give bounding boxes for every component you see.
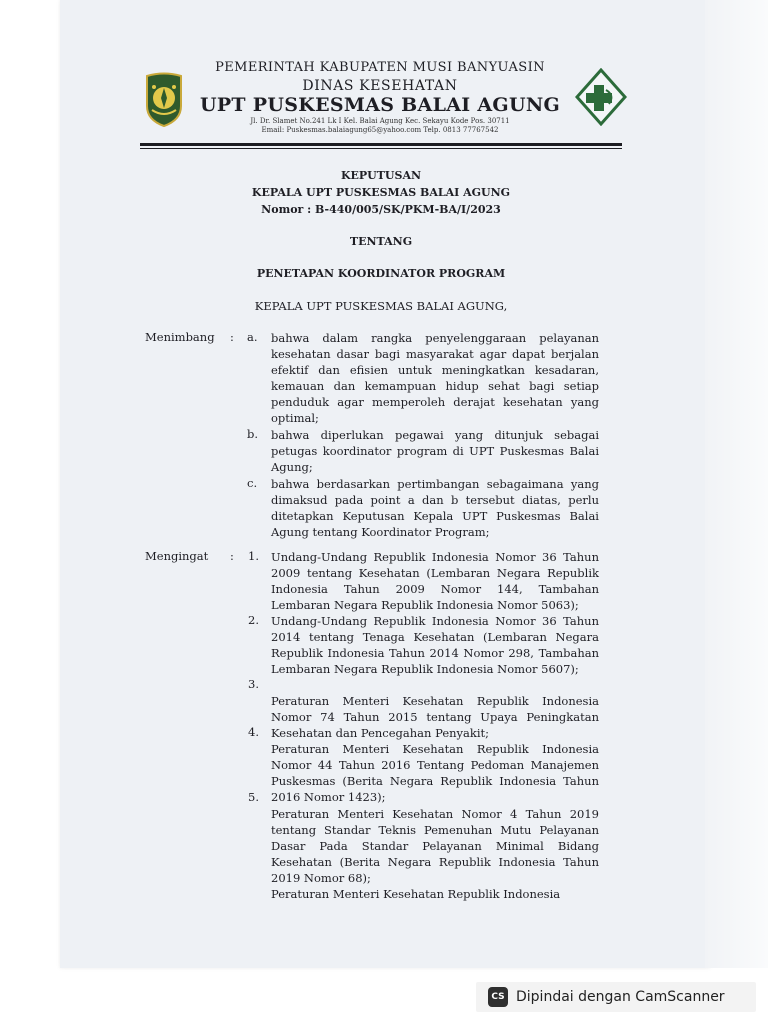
mengingat-item-1: Undang-Undang Republik Indonesia Nomor 36 Tahun 2009 tentang Kesehatan (Lembaran Negara Republik Indonesia Tahun 2009 Nomor 144, Tambahan Lembaran Negara Republik Indonesia Nomor 5063); — [271, 550, 599, 612]
camscanner-text: Dipindai dengan CamScanner — [516, 989, 725, 1005]
mengingat-item-2: Undang-Undang Republik Indonesia Nomor 36 Tahun 2014 tentang Tenaga Kesehatan (Lembaran Negara Republik Indonesia Tahun 2014 Nomor 298, Tambahan Lembaran Negara Republik Indonesia Nomor 5607); — [271, 614, 599, 676]
mengingat-item-5: Peraturan Menteri Kesehatan Nomor 4 Tahun 2019 tentang Standar Teknis Pemenuhan Mutu Pelayanan Dasar Pada Standar Pelayanan Minimal Bidang Kesehatan (Berita Negara Republik Indonesia Tahun 2019 Nomor 68); — [271, 807, 599, 885]
mengingat-marker-4: 4. — [248, 725, 259, 739]
mengingat-label: Mengingat — [145, 549, 209, 563]
puskesmas-logo — [575, 68, 627, 126]
title-nomor: Nomor : B-440/005/SK/PKM-BA/I/2023 — [261, 203, 501, 216]
regency-emblem-logo — [143, 72, 185, 128]
menimbang-marker-b: b. — [247, 427, 259, 441]
menimbang-item-b: bahwa diperlukan pegawai yang ditunjuk sebagai petugas koordinator program di UPT Puskesmas Balai Agung; — [271, 428, 599, 474]
header-contact: Email: Puskesmas.balaiagung65@yahoo.com Telp. 0813 77767542 — [261, 126, 499, 134]
header-rule-thin — [140, 148, 622, 149]
menimbang-marker-c: c. — [247, 476, 258, 490]
mengingat-marker-2: 2. — [248, 613, 259, 627]
mengingat-item-3: Peraturan Menteri Kesehatan Republik Indonesia Nomor 74 Tahun 2015 tentang Upaya Peningkatan Kesehatan dan Pencegahan Penyakit; — [271, 694, 599, 740]
menimbang-item-a: bahwa dalam rangka penyelenggaraan pelayanan kesehatan dasar bagi masyarakat agar dapat berjalan efektif dan efisien untuk meningkatkan kesadaran, kemauan dan kemampuan hidup sehat bagi setiap penduduk agar memperoleh derajat kesehatan yang optimal; — [271, 331, 599, 425]
menimbang-item-c: bahwa berdasarkan pertimbangan sebagaimana yang dimaksud pada point a dan b tersebut diatas, perlu ditetapkan Keputusan Kepala UPT Puskesmas Balai Agung tentang Koordinator Program; — [271, 477, 599, 539]
mengingat-item-6: Peraturan Menteri Kesehatan Republik Indonesia — [271, 887, 561, 901]
mengingat-marker-3: 3. — [248, 677, 259, 691]
mengingat-marker-5: 5. — [248, 790, 259, 804]
header-institution-name: UPT PUSKESMAS BALAI AGUNG — [199, 94, 561, 116]
menimbang-colon: : — [230, 330, 234, 344]
title-tentang: TENTANG — [349, 235, 413, 248]
menimbang-marker-a: a. — [247, 330, 258, 344]
camscanner-watermark — [476, 982, 756, 1012]
menimbang-label: Menimbang — [145, 330, 215, 344]
title-subject: PENETAPAN KOORDINATOR PROGRAM — [256, 267, 506, 280]
mengingat-marker-1: 1. — [248, 549, 259, 563]
mengingat-item-4: Peraturan Menteri Kesehatan Republik Indonesia Nomor 44 Tahun 2016 Tentang Pedoman Manajemen Puskesmas (Berita Negara Republik Indonesia Tahun 2016 Nomor 1423); — [271, 742, 599, 804]
header-rule-thick — [140, 143, 622, 146]
title-kepala: KEPALA UPT PUSKESMAS BALAI AGUNG — [251, 186, 511, 199]
title-keputusan: KEPUTUSAN — [340, 169, 422, 182]
title-issuer: KEPALA UPT PUSKESMAS BALAI AGUNG, — [254, 299, 508, 313]
header-address: Jl. Dr. Slamet No.241 Lk I Kel. Balai Agung Kec. Sekayu Kode Pos. 30711 — [250, 117, 510, 125]
mengingat-colon: : — [230, 549, 234, 563]
camscanner-icon: CS — [488, 987, 508, 1007]
header-department-name: DINAS KESEHATAN — [302, 78, 458, 94]
header-government-name: PEMERINTAH KABUPATEN MUSI BANYUASIN — [215, 60, 545, 75]
header-address-block — [200, 117, 560, 135]
page-edge — [705, 0, 768, 968]
